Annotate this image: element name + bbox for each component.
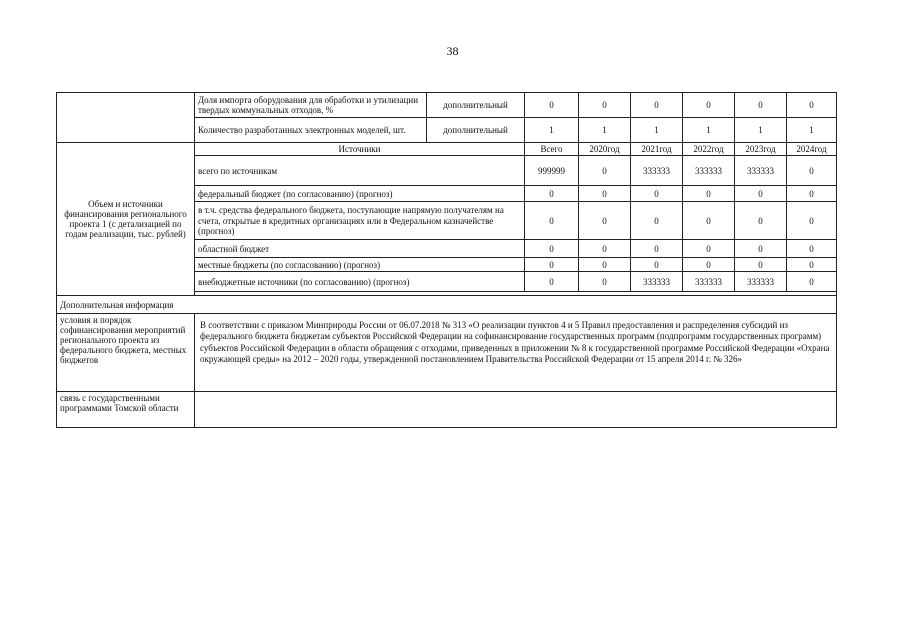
programs-link-label: связь с государственными программами Томской области <box>57 392 195 428</box>
project-table <box>56 92 837 428</box>
indicator-value: 0 <box>525 93 579 118</box>
finance-value: 0 <box>525 272 579 292</box>
finance-header-row <box>57 143 837 156</box>
finance-value: 0 <box>631 202 683 240</box>
finance-value: 0 <box>579 272 631 292</box>
finance-value: 0 <box>735 202 787 240</box>
finance-value: 0 <box>787 156 837 186</box>
finance-row-name: областной бюджет <box>195 240 525 258</box>
indicator-value: 0 <box>631 93 683 118</box>
finance-value: 0 <box>735 240 787 258</box>
finance-value: 333333 <box>683 156 735 186</box>
indicator-value: 0 <box>579 93 631 118</box>
conditions-label: условия и порядок софинансирования мероприятий регионального проекта из федерального бюджета, местных бюджетов <box>57 314 195 392</box>
programs-link-row <box>57 392 837 428</box>
finance-row-name: местные бюджеты (по согласованию) (прогноз) <box>195 258 525 272</box>
indicator-value: 1 <box>735 118 787 143</box>
header-year: 2020год <box>579 143 631 156</box>
empty-label-cell <box>57 93 195 143</box>
indicator-value: 0 <box>683 93 735 118</box>
header-year: 2022год <box>683 143 735 156</box>
finance-value: 0 <box>579 186 631 202</box>
finance-value: 0 <box>683 240 735 258</box>
header-year: 2023год <box>735 143 787 156</box>
finance-value: 0 <box>787 258 837 272</box>
additional-title-row <box>57 296 837 314</box>
finance-value: 333333 <box>735 156 787 186</box>
indicator-name: Количество разработанных электронных моделей, шт. <box>195 118 427 143</box>
indicator-value: 0 <box>787 93 837 118</box>
finance-value: 0 <box>525 202 579 240</box>
finance-row-name: всего по источникам <box>195 156 525 186</box>
conditions-text: В соответствии с приказом Минприроды России от 06.07.2018 № 313 «О реализации пунктов 4 и 5 Правил предоставления и распределения субсидий из федерального бюджета бюджетам субъектов Российской Федерации на софинансирование государственных программ (подпрограмм государственных программ) субъектов Российской Федерации в области обращения с отходами, приведенных в приложении № 8 к государственной программе Российской Федерации «Охрана окружающей среды» на 2012 – 2020 годы, утвержденной постановлением Правительства Российской Федерации от 15 апреля 2014 г. № 326» <box>195 314 837 392</box>
finance-value: 0 <box>579 202 631 240</box>
indicator-value: 1 <box>525 118 579 143</box>
finance-value: 333333 <box>683 272 735 292</box>
finance-value: 0 <box>787 186 837 202</box>
finance-value: 999999 <box>525 156 579 186</box>
finance-value: 0 <box>735 186 787 202</box>
finance-row-name: внебюджетные источники (по согласованию) (прогноз) <box>195 272 525 292</box>
finance-value: 333333 <box>631 156 683 186</box>
header-year: 2024год <box>787 143 837 156</box>
indicator-value: 0 <box>735 93 787 118</box>
finance-value: 333333 <box>631 272 683 292</box>
finance-value: 0 <box>525 186 579 202</box>
finance-value: 0 <box>683 202 735 240</box>
finance-value: 0 <box>579 156 631 186</box>
finance-value: 0 <box>683 258 735 272</box>
programs-link-text <box>195 392 837 428</box>
finance-value: 0 <box>631 240 683 258</box>
indicator-value: 1 <box>787 118 837 143</box>
finance-value: 0 <box>579 258 631 272</box>
finance-row-name: федеральный бюджет (по согласованию) (прогноз) <box>195 186 525 202</box>
indicator-value: 1 <box>683 118 735 143</box>
finance-value: 0 <box>787 240 837 258</box>
finance-value: 0 <box>525 240 579 258</box>
finance-value: 0 <box>683 186 735 202</box>
finance-value: 0 <box>787 202 837 240</box>
indicator-type: дополнительный <box>427 93 525 118</box>
finance-value: 0 <box>525 258 579 272</box>
header-year: 2021год <box>631 143 683 156</box>
finance-value: 0 <box>735 258 787 272</box>
header-total: Всего <box>525 143 579 156</box>
header-sources: Источники <box>195 143 525 156</box>
finance-value: 333333 <box>735 272 787 292</box>
finance-value: 0 <box>787 272 837 292</box>
finance-label: Объем и источники финансирования регионального проекта 1 (с детализацией по годам реализации, тыс. рублей) <box>57 143 195 296</box>
finance-value: 0 <box>631 186 683 202</box>
finance-value: 0 <box>579 240 631 258</box>
additional-title: Дополнительная информация <box>57 296 837 314</box>
indicator-value: 1 <box>631 118 683 143</box>
indicator-value: 1 <box>579 118 631 143</box>
page-number: 38 <box>446 44 459 58</box>
indicator-type: дополнительный <box>427 118 525 143</box>
indicator-row <box>57 93 837 118</box>
finance-value: 0 <box>631 258 683 272</box>
finance-row-name: в т.ч. средства федерального бюджета, поступающие напрямую получателям на счета, открытые в кредитных организациях или в Федеральном казначействе (прогноз) <box>195 202 525 240</box>
conditions-row <box>57 314 837 392</box>
indicator-name: Доля импорта оборудования для обработки и утилизации твердых коммунальных отходов, % <box>195 93 427 118</box>
